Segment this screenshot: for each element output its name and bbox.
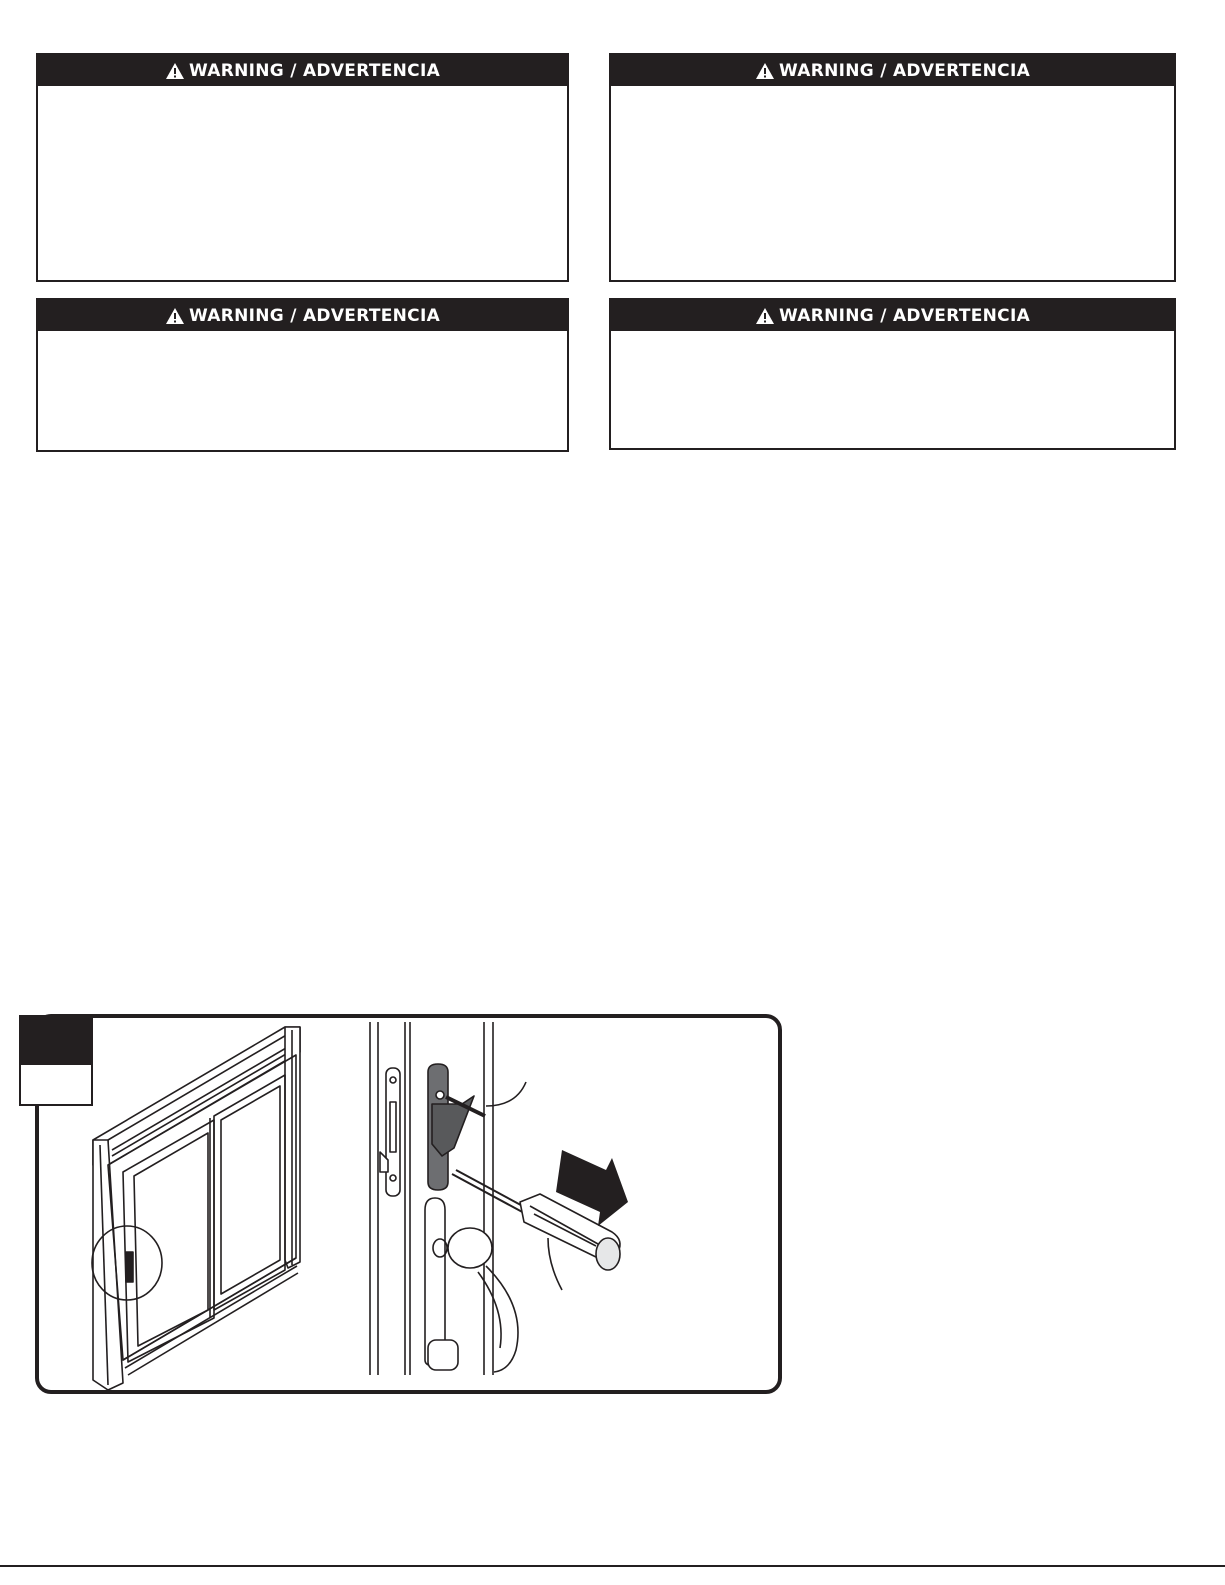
warning-header [38, 55, 567, 86]
warning-triangle-icon [165, 307, 185, 325]
step-number-badge [19, 1015, 93, 1106]
warning-triangle-icon [165, 62, 185, 80]
warning-header [611, 300, 1174, 331]
warning-heading-text: WARNING / ADVERTENCIA [778, 60, 1031, 81]
warning-heading-text: WARNING / ADVERTENCIA [188, 305, 441, 326]
warning-triangle-icon [755, 307, 775, 325]
step-badge-fill [21, 1017, 91, 1065]
warning-heading-text: WARNING / ADVERTENCIA [778, 305, 1031, 326]
step-illustration-panel [35, 1014, 782, 1394]
warning-box-4 [609, 298, 1176, 450]
warning-box-1 [36, 53, 569, 282]
warning-header [611, 55, 1174, 86]
warning-box-3 [36, 298, 569, 452]
footer-rule [0, 1565, 1225, 1567]
warning-heading-text: WARNING / ADVERTENCIA [188, 60, 441, 81]
warning-header [38, 300, 567, 331]
warning-box-2 [609, 53, 1176, 282]
warning-triangle-icon [755, 62, 775, 80]
